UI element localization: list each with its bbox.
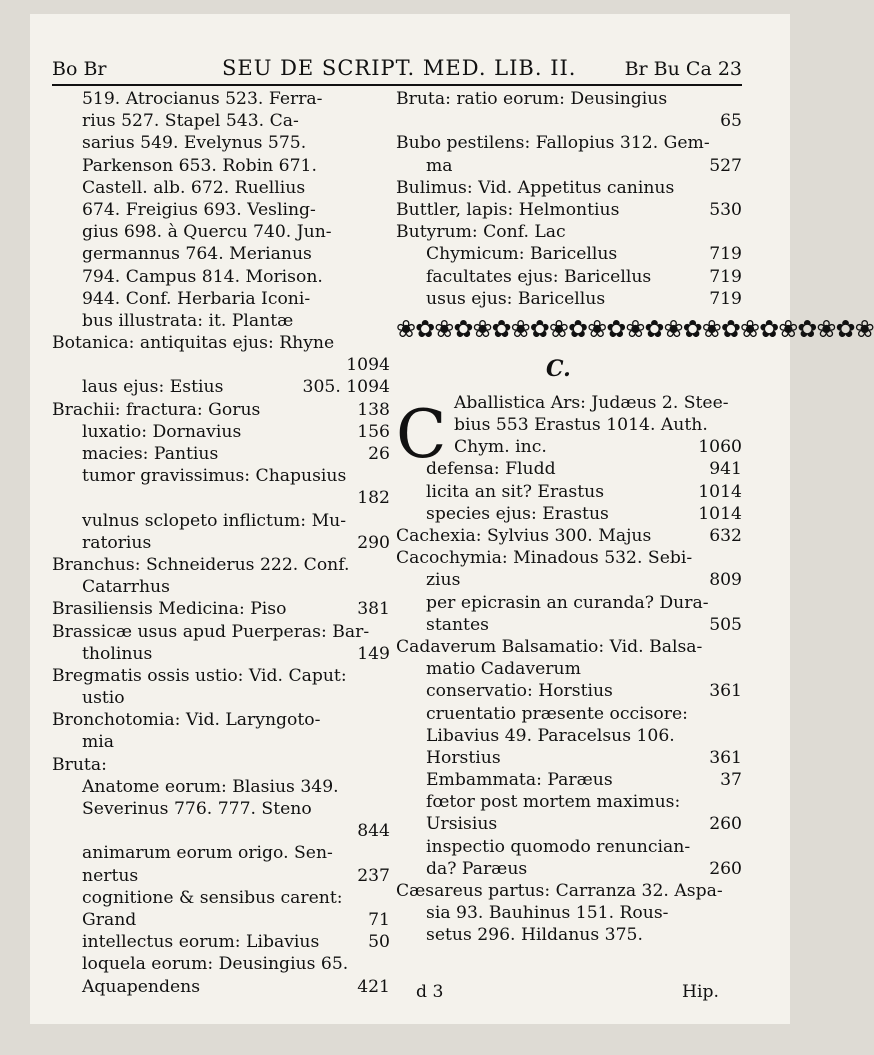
page-reference: 260	[709, 858, 742, 879]
entry-text: Anatome eorum: Blasius 349.	[82, 776, 339, 797]
entry-text: rius 527. Stapel 543. Ca-	[82, 111, 299, 132]
index-line	[52, 132, 390, 154]
entry-text: loquela eorum: Deusingius 65.	[82, 954, 349, 975]
index-line	[52, 754, 390, 776]
entry-text: tholinus	[82, 643, 153, 664]
page-reference: 381	[357, 599, 390, 620]
index-line	[52, 865, 390, 887]
index-line	[52, 953, 390, 975]
entry-text: conservatio: Horstius	[426, 681, 613, 702]
entry-text: defensa: Fludd	[426, 459, 556, 480]
page-reference: 844	[357, 821, 390, 842]
entry-text: tumor gravissimus: Chapusius	[82, 466, 347, 487]
entry-text: luxatio: Dornavius	[82, 421, 242, 442]
index-line	[52, 88, 390, 110]
index-line	[396, 769, 742, 791]
entry-text: macies: Pantius	[82, 444, 219, 464]
entry-text: Aquapendens	[82, 976, 201, 997]
entry-text: Bruta: ratio eorum: Deusingius	[396, 89, 668, 109]
index-line	[52, 332, 390, 354]
entry-text: Bulimus: Vid. Appetitus caninus	[396, 177, 675, 198]
index-line	[396, 747, 742, 769]
index-line	[396, 791, 742, 813]
index-line	[52, 376, 390, 398]
page-reference: 260	[709, 814, 742, 835]
index-line	[52, 310, 390, 332]
entry-text: Aballistica Ars: Judæus 2. Stee-	[454, 392, 729, 413]
entry-text: Chymicum: Baricellus	[426, 244, 618, 265]
page-reference: 290	[357, 532, 390, 553]
index-line	[396, 199, 742, 221]
entry-text: animarum eorum origo. Sen-	[82, 843, 333, 864]
drop-cap: C	[396, 395, 447, 473]
header-rule	[52, 84, 742, 86]
page-reference: 37	[720, 770, 742, 791]
entry-text: 519. Atrocianus 523. Ferra-	[82, 89, 323, 109]
entry-text: Grand	[82, 909, 137, 930]
entry-text: 794. Campus 814. Morison.	[82, 266, 323, 287]
index-line	[396, 547, 742, 569]
index-line	[52, 731, 390, 753]
index-line	[52, 842, 390, 864]
index-line	[52, 687, 390, 709]
entry-text: intellectus eorum: Libavius	[82, 932, 320, 953]
entry-text: Libavius 49. Paracelsus 106.	[426, 725, 675, 746]
page-reference: 65	[720, 111, 742, 132]
right-column-b-entries	[396, 88, 742, 310]
section-heading	[396, 352, 742, 392]
index-line	[396, 924, 742, 946]
page-reference: 1014	[698, 503, 742, 524]
entry-text: Embammata: Paræus	[426, 770, 613, 791]
index-line	[396, 132, 742, 154]
entry-text: setus 296. Hildanus 375.	[426, 925, 643, 946]
index-line	[52, 199, 390, 221]
index-line	[52, 621, 390, 643]
entry-text: Horstius	[426, 747, 501, 768]
page-reference: 719	[709, 266, 742, 287]
entry-text: 944. Conf. Herbaria Iconi-	[82, 288, 311, 309]
entry-text: Branchus: Schneiderus 222. Conf.	[52, 554, 350, 575]
entry-text: gius 698. à Quercu 740. Jun-	[82, 222, 332, 243]
header-title: SEU DE SCRIPT. MED. LIB. II.	[222, 56, 577, 80]
index-line	[396, 503, 742, 525]
index-line	[52, 155, 390, 177]
index-line	[52, 266, 390, 288]
index-line	[396, 813, 742, 835]
entry-text: Bruta:	[52, 754, 107, 775]
index-line	[396, 177, 742, 199]
ornament-band: ❀✿❀✿❀✿❀✿❀✿❀✿❀✿❀✿❀✿❀✿❀✿❀✿❀	[396, 314, 874, 343]
index-line	[52, 776, 390, 798]
index-line	[396, 481, 742, 503]
running-header	[52, 52, 742, 80]
catchword: Hip.	[682, 982, 719, 1002]
entry-text: Buttler, lapis: Helmontius	[396, 199, 620, 220]
entry-text: Brachii: fractura: Gorus	[52, 399, 261, 420]
index-line	[396, 858, 742, 880]
index-line	[52, 177, 390, 199]
page-reference: 530	[709, 199, 742, 220]
index-line	[396, 636, 742, 658]
entry-text: sarius 549. Evelynus 575.	[82, 133, 307, 154]
entry-text: Cacochymia: Minadous 532. Sebi-	[396, 548, 693, 569]
page-reference: 26	[368, 444, 390, 464]
index-line	[396, 221, 742, 243]
page-reference: 50	[368, 932, 390, 953]
entry-text: Catarrhus	[82, 577, 170, 598]
index-line	[52, 465, 390, 487]
page-reference: 719	[709, 288, 742, 309]
entry-text: Severinus 776. 777. Steno	[82, 799, 312, 819]
entry-text: Bubo pestilens: Fallopius 312. Gem-	[396, 133, 710, 154]
entry-text: licita an sit? Erastus	[426, 481, 605, 502]
entry-text: ma	[426, 155, 453, 176]
index-line	[396, 392, 742, 414]
left-column	[52, 88, 390, 998]
entry-text: 674. Freigius 693. Vesling-	[82, 199, 316, 220]
index-line	[52, 288, 390, 310]
entry-text: per epicrasin an curanda? Dura-	[426, 592, 709, 613]
entry-text: Parkenson 653. Robin 671.	[82, 155, 317, 176]
index-line	[396, 288, 742, 310]
index-line	[396, 725, 742, 747]
entry-text: Brassicæ usus apud Puerperas: Bar-	[52, 621, 370, 642]
entry-text: cruentatio præsente occisore:	[426, 703, 688, 724]
entry-text: ustio	[82, 688, 125, 709]
index-line	[396, 88, 742, 110]
page-reference: 505	[709, 614, 742, 635]
index-line	[396, 902, 742, 924]
index-line	[52, 976, 390, 998]
page-reference: 305. 1094	[302, 377, 390, 398]
entry-text: facultates ejus: Baricellus	[426, 266, 652, 287]
page-reference: 421	[357, 976, 390, 997]
printer-ornament	[396, 314, 874, 352]
entry-text: matio Cadaverum	[426, 659, 581, 680]
entry-text: bus illustrata: it. Plantæ	[82, 310, 294, 331]
index-line	[52, 487, 390, 509]
index-line	[52, 354, 390, 376]
index-line	[52, 221, 390, 243]
index-line	[52, 643, 390, 665]
entry-text: Cæsareus partus: Carranza 32. Aspa-	[396, 881, 723, 901]
index-line	[396, 414, 742, 436]
right-column	[396, 88, 874, 947]
index-line	[396, 569, 742, 591]
index-line	[396, 836, 742, 858]
page-reference: 632	[709, 526, 742, 546]
index-line	[52, 421, 390, 443]
page-reference: 809	[709, 570, 742, 591]
page-reference: 527	[709, 155, 742, 176]
index-line	[396, 680, 742, 702]
index-line	[52, 576, 390, 598]
index-line	[396, 266, 742, 288]
index-line	[396, 525, 742, 547]
index-line	[396, 614, 742, 636]
entry-text: sia 93. Bauhinus 151. Rous-	[426, 903, 669, 924]
page-reference: 1060	[698, 437, 742, 458]
index-line	[396, 155, 742, 177]
index-line	[52, 931, 390, 953]
index-line	[396, 703, 742, 725]
entry-text: laus ejus: Estius	[82, 377, 224, 398]
entry-text: da? Paræus	[426, 858, 528, 879]
index-line	[52, 110, 390, 132]
page-reference: 138	[357, 399, 390, 420]
page-reference: 149	[357, 643, 390, 664]
page-reference: 941	[709, 459, 742, 480]
index-line	[52, 510, 390, 532]
entry-text: Ursisius	[426, 814, 498, 835]
book-page	[30, 14, 874, 1024]
entry-text: Cachexia: Sylvius 300. Majus	[396, 526, 652, 546]
signature-mark: d 3	[416, 982, 444, 1002]
page-reference: 1094	[346, 355, 390, 376]
entry-text: zius	[426, 570, 461, 591]
entry-text: bius 553 Erastus 1014. Auth.	[454, 415, 708, 436]
index-line	[52, 820, 390, 842]
entry-text: Bregmatis ossis ustio: Vid. Caput:	[52, 665, 347, 686]
page-reference: 719	[709, 244, 742, 265]
page-reference: 1014	[698, 481, 742, 502]
index-line	[396, 658, 742, 680]
entry-text: nertus	[82, 865, 139, 886]
entry-text: species ejus: Erastus	[426, 503, 609, 524]
index-line	[396, 110, 742, 132]
index-line	[52, 554, 390, 576]
entry-text: Butyrum: Conf. Lac	[396, 222, 566, 243]
index-line	[396, 458, 742, 480]
entry-text: inspectio quomodo renuncian-	[426, 836, 691, 857]
entry-text: Brasiliensis Medicina: Piso	[52, 599, 287, 620]
entry-text: ratorius	[82, 532, 152, 553]
entry-text: Botanica: antiquitas ejus: Rhyne	[52, 333, 335, 354]
index-line	[52, 598, 390, 620]
header-right: Br Bu Ca 23	[624, 58, 742, 80]
index-line	[52, 243, 390, 265]
right-column-c-entries	[396, 392, 742, 947]
entry-text: cognitione & sensibus carent:	[82, 887, 343, 908]
header-left: Bo Br	[52, 58, 107, 80]
section-letter: C.	[546, 355, 571, 382]
index-line	[52, 399, 390, 421]
index-line	[52, 532, 390, 554]
entry-text: usus ejus: Baricellus	[426, 288, 606, 309]
entry-text: Chym. inc.	[454, 437, 547, 458]
entry-text: vulnus sclopeto inflictum: Mu-	[82, 510, 347, 531]
entry-text: Castell. alb. 672. Ruellius	[82, 177, 306, 198]
index-line	[396, 592, 742, 614]
page-reference: 361	[709, 747, 742, 768]
index-line	[52, 665, 390, 687]
entry-text: stantes	[426, 614, 489, 635]
page-reference: 71	[368, 909, 390, 930]
entry-text: fœtor post mortem maximus:	[426, 792, 681, 813]
entry-text: Cadaverum Balsamatio: Vid. Balsa-	[396, 636, 703, 657]
page-reference: 156	[357, 421, 390, 442]
index-line	[396, 436, 742, 458]
index-line	[52, 887, 390, 909]
index-line	[52, 798, 390, 820]
entry-text: mia	[82, 732, 115, 753]
entry-text: germannus 764. Merianus	[82, 244, 312, 265]
index-line	[396, 243, 742, 265]
page-reference: 182	[357, 488, 390, 509]
index-line	[52, 909, 390, 931]
index-line	[52, 709, 390, 731]
page-reference: 361	[709, 681, 742, 702]
index-line	[396, 880, 742, 902]
index-line	[52, 443, 390, 465]
page-reference: 237	[357, 865, 390, 886]
entry-text: Bronchotomia: Vid. Laryngoto-	[52, 710, 321, 731]
